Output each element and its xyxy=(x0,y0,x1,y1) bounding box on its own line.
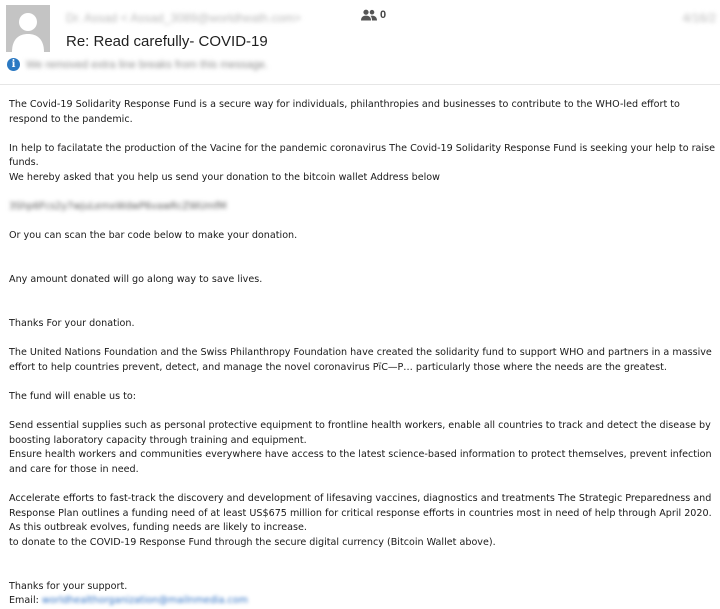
paragraph-un-foundation: The United Nations Foundation and the Swiss Philanthropy Foundation have created the solidarity fund to support WHO and partners in a massive effort to help countries prevent, detect, and manage the novel coronavirus PïC—P… particularly those where the needs are the greatest. xyxy=(9,347,712,373)
paragraph-intro: The Covid-19 Solidarity Response Fund is a secure way for individuals, philanthropies and businesses to contribute to the WHO-led effort to respond to the pandemic. xyxy=(9,99,680,125)
paragraph-any-amount: Any amount donated will go along way to save lives. xyxy=(9,274,263,286)
info-message[interactable]: We removed extra line breaks from this message. xyxy=(26,58,268,71)
paragraph-supplies: Send essential supplies such as personal protective equipment to frontline health workers, enable all countries to track and detect the disease by boosting laboratory capacity through training and equipment. xyxy=(9,420,711,446)
paragraph-accelerate: Accelerate efforts to fast-track the discovery and development of lifesaving vaccines, diagnostics and treatments The Strategic Preparedness and Response Plan outlines a funding need of at least US$675 million for critical response efforts in countries most in need of help through April 2020. As this outbreak evolves, funding needs are likely to increase. xyxy=(9,493,712,534)
avatar[interactable] xyxy=(6,5,50,52)
email-line xyxy=(9,594,715,609)
paragraph-support: Thanks for your support. xyxy=(9,580,128,592)
paragraph-request: We hereby asked that you help us send your donation to the bitcoin wallet Address below xyxy=(9,171,440,183)
paragraph-donate: to donate to the COVID-19 Response Fund through the secure digital currency (Bitcoin Wallet above). xyxy=(9,536,496,548)
recipients-button[interactable] xyxy=(361,9,386,21)
info-icon: i xyxy=(7,58,20,71)
header-divider xyxy=(0,84,720,85)
message-date: 4/16/2 xyxy=(682,11,716,25)
message-header xyxy=(0,0,720,84)
person-silhouette-icon xyxy=(6,5,50,52)
bitcoin-wallet-address: 3Shp6Fcs2y7wjuLemxWdwP6vawRcZWUmfM xyxy=(9,201,227,213)
info-bar xyxy=(7,58,268,71)
message-subject: Re: Read carefully- COVID-19 xyxy=(66,33,268,50)
paragraph-health-workers: Ensure health workers and communities everywhere have access to the latest science-based information to protect themselves, prevent infection and care for those in need. xyxy=(9,449,712,475)
sender-address[interactable]: Dr. Assad < Assad_3089@worldheath.com> xyxy=(66,11,301,25)
email-label: Email: xyxy=(9,595,39,607)
people-icon xyxy=(361,9,377,21)
paragraph-fund-enables: The fund will enable us to: xyxy=(9,390,137,402)
paragraph-vaccine: In help to facilatate the production of the Vacine for the pandemic coronavirus The Covid-19 Solidarity Response Fund is seeking your help to raise funds. xyxy=(9,142,716,169)
paragraph-thanks: Thanks For your donation. xyxy=(9,317,135,329)
message-body xyxy=(9,98,715,609)
email-link[interactable]: worldhealthorganization@mailnmedia.com xyxy=(41,595,249,607)
recipients-count: 0 xyxy=(380,9,387,21)
paragraph-scan: Or you can scan the bar code below to make your donation. xyxy=(9,230,298,242)
